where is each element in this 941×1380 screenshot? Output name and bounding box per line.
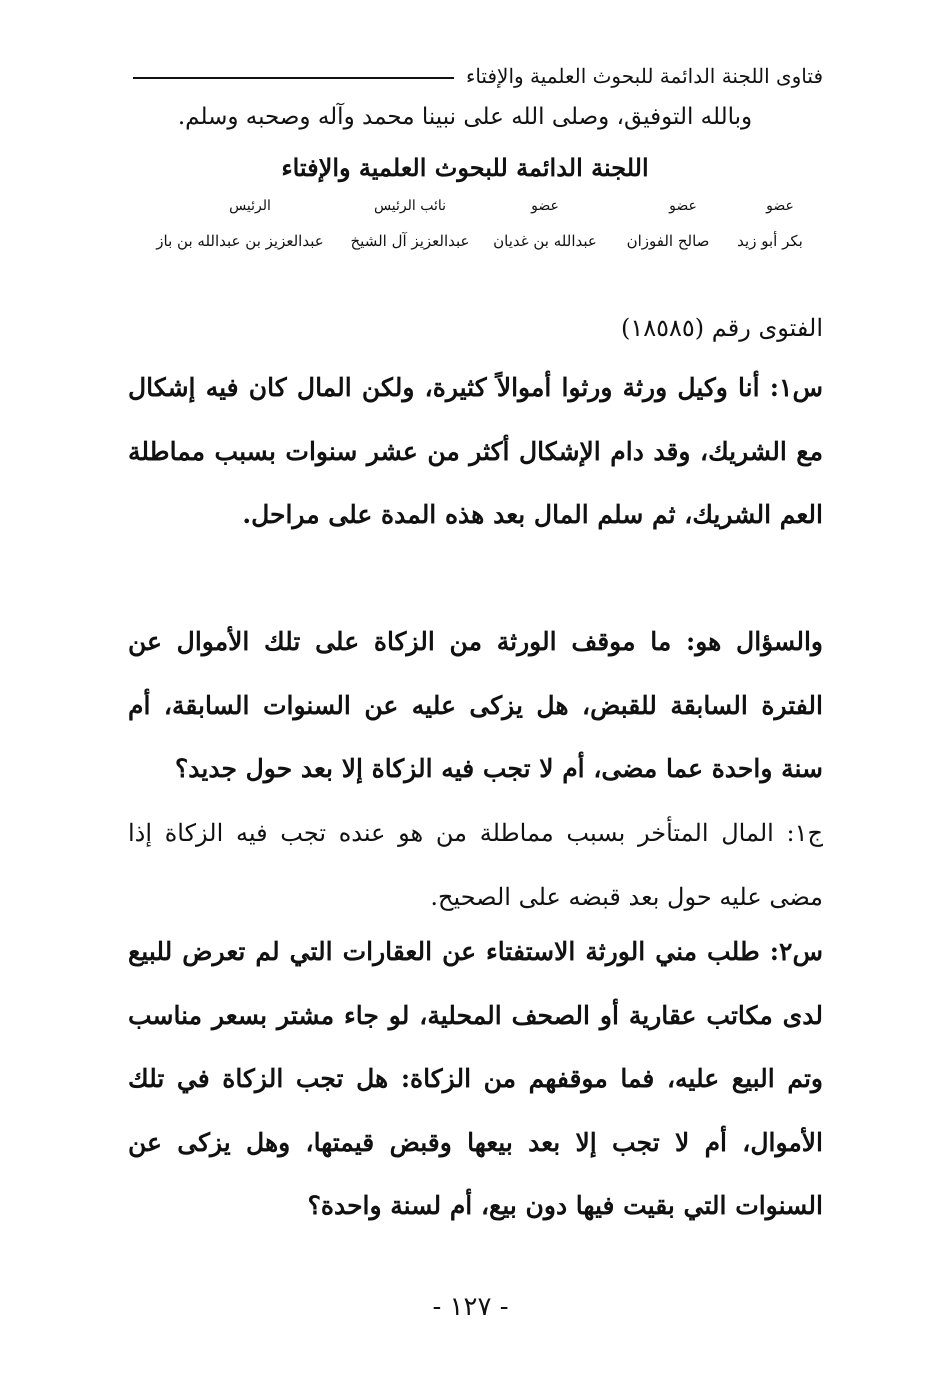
- running-header-title: فتاوى اللجنة الدائمة للبحوث العلمية والإفتاء: [465, 64, 823, 88]
- member-name: عبدالله بن غديان: [493, 232, 597, 250]
- committee-title: اللجنة الدائمة للبحوث العلمية والإفتاء: [281, 153, 649, 182]
- running-header: [133, 58, 823, 94]
- member-name: عبدالعزيز آل الشيخ: [350, 232, 470, 250]
- member-role: نائب الرئيس: [373, 198, 447, 214]
- committee-roles-row: [150, 198, 810, 222]
- member-name: عبدالعزيز بن عبدالله بن باز: [156, 232, 324, 250]
- question-2: س٢: طلب مني الورثة الاستفتاء عن العقارات التي لم تعرض للبيع لدى مكاتب عقارية أو الصحف المحلية، لو جاء مشتر بسعر مناسب وتم البيع عليه، فما موقفهم من الزكاة: هل تجب الزكاة في تلك الأموال، أم لا تجب إلا بعد بيعها وقبض قيمتها، وهل يزكى عن السنوات التي بقيت فيها دون بيع، أم لسنة واحدة؟: [128, 937, 823, 1221]
- header-rule: [133, 77, 454, 79]
- question-1-followup: والسؤال هو: ما موقف الورثة من الزكاة على تلك الأموال عن الفترة السابقة للقبض، هل يزكى عليه عن السنوات السابقة، أم سنة واحدة عما مضى، أم لا تجب فيه الزكاة إلا بعد حول جديد؟: [128, 627, 823, 784]
- member-role: الرئيس: [229, 198, 271, 214]
- member-role: عضو: [531, 198, 559, 214]
- page-number: - ١٢٧ -: [432, 1292, 509, 1322]
- member-role: عضو: [669, 198, 697, 214]
- committee-names-row: [150, 232, 810, 260]
- answer-1: ج١: المال المتأخر بسبب مماطلة من هو عنده تجب فيه الزكاة إذا مضى عليه حول بعد قبضه على الصحيح.: [128, 819, 823, 911]
- question-1: س١: أنا وكيل ورثة ورثوا أموالاً كثيرة، ولكن المال كان فيه إشكال مع الشريك، وقد دام الإشكال أكثر من عشر سنوات بسبب مماطلة العم الشريك، ثم سلم المال بعد هذه المدة على مراحل.: [128, 373, 823, 530]
- fatwa-number: الفتوى رقم (١٨٥٨٥): [620, 314, 823, 342]
- member-name: بكر أبو زيد: [737, 232, 803, 250]
- closing-line: وبالله التوفيق، وصلى الله على نبينا محمد وآله وصحبه وسلم.: [177, 104, 753, 130]
- member-name: صالح الفوزان: [626, 232, 710, 250]
- member-role: عضو: [766, 198, 794, 214]
